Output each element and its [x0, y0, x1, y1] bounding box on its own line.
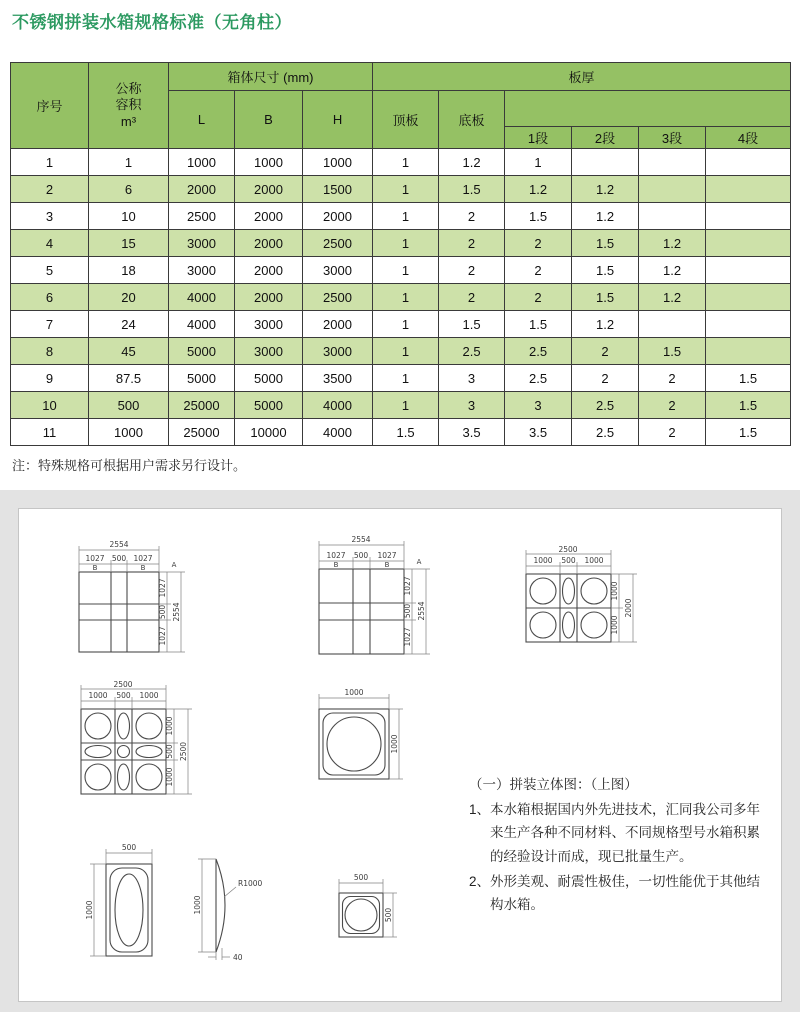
header-dimensions: 箱体尺寸 (mm) [169, 63, 373, 91]
dim-label: 500 [353, 551, 369, 560]
header-volume-unit: m³ [120, 113, 137, 129]
table-cell: 25000 [169, 419, 235, 446]
table-cell: 1.2 [572, 176, 639, 203]
table-cell: 1 [373, 203, 439, 230]
table-cell: 2.5 [505, 365, 572, 392]
table-cell [572, 149, 639, 176]
figure-description [469, 771, 765, 916]
profile-outline [216, 859, 225, 952]
table-cell: 1.2 [439, 149, 505, 176]
table-cell: 2500 [303, 284, 373, 311]
table-cell: 1.5 [639, 338, 706, 365]
table-cell: 2 [505, 230, 572, 257]
diagram-profile-r1000 [184, 844, 279, 964]
spec-table [10, 62, 791, 446]
table-cell [706, 176, 791, 203]
table-cell: 3.5 [505, 419, 572, 446]
table-cell: 5000 [235, 392, 303, 419]
table-cell: 2.5 [572, 419, 639, 446]
table-cell: 1.5 [505, 311, 572, 338]
figure-box [18, 508, 782, 1002]
table-cell: 3000 [169, 257, 235, 284]
header-b: B [235, 91, 303, 149]
diagram-grid-2500x2500 [69, 679, 219, 829]
dim-label: 1000 [344, 688, 364, 697]
table-note: 注：特殊规格可根据用户需求另行设计。 [12, 458, 247, 473]
diagram-plan-view-2 [294, 527, 454, 675]
mark-b: B [384, 561, 390, 569]
page-title: 不锈钢拼装水箱规格标准（无角柱） [12, 13, 292, 32]
table-cell: 2 [439, 257, 505, 284]
dim-label: 500 [116, 691, 131, 700]
dim-label: 1000 [139, 691, 159, 700]
header-section-4: 4段 [706, 127, 791, 149]
table-cell: 5000 [169, 365, 235, 392]
table-cell: 2 [639, 392, 706, 419]
dim-label: 1000 [165, 716, 174, 736]
table-cell: 1 [373, 365, 439, 392]
dim-label: 1000 [165, 767, 174, 787]
table-cell: 1.2 [639, 284, 706, 311]
panel-outline [106, 864, 152, 956]
table-cell: 3 [505, 392, 572, 419]
table-cell: 9 [11, 365, 89, 392]
dim-label: 1027 [403, 627, 412, 647]
mark-b: B [333, 561, 339, 569]
figure-note-2 [469, 870, 765, 916]
figure-note-1-label: 1、 [469, 802, 491, 818]
table-cell: 1.5 [572, 257, 639, 284]
table-cell: 4000 [169, 284, 235, 311]
table-cell: 1.5 [706, 365, 791, 392]
table-cell: 87.5 [89, 365, 169, 392]
table-cell: 2.5 [572, 392, 639, 419]
dim-label: 1027 [158, 626, 167, 646]
header-thickness: 板厚 [373, 63, 791, 91]
header-no: 序号 [11, 63, 89, 149]
table-cell: 3000 [169, 230, 235, 257]
dim-label: 2000 [624, 598, 633, 618]
table-cell: 1.5 [706, 419, 791, 446]
table-row [11, 230, 791, 257]
table-cell: 2 [11, 176, 89, 203]
table-cell [706, 257, 791, 284]
table-cell: 7 [11, 311, 89, 338]
dim-label: 500 [403, 603, 412, 619]
dim-label: 1000 [88, 691, 108, 700]
table-cell: 1.5 [373, 419, 439, 446]
table-cell: 6 [89, 176, 169, 203]
table-row [11, 311, 791, 338]
figure-note-2-label: 2、 [469, 873, 491, 889]
table-cell: 2000 [235, 176, 303, 203]
header-h: H [303, 91, 373, 149]
table-cell: 2500 [169, 203, 235, 230]
tank-plan-outline [79, 572, 159, 652]
table-cell: 1 [11, 149, 89, 176]
table-row [11, 284, 791, 311]
table-cell: 1 [373, 230, 439, 257]
dim-label: 500 [384, 907, 393, 923]
table-cell: 2000 [235, 257, 303, 284]
diagram-panel-500x1000 [74, 839, 184, 964]
header-bottom-plate: 底板 [439, 91, 505, 149]
table-cell: 4 [11, 230, 89, 257]
dim-label: 1000 [610, 615, 619, 635]
table-cell: 3.5 [439, 419, 505, 446]
dim-label: 500 [561, 556, 576, 565]
dim-label: 500 [158, 604, 167, 620]
table-row [11, 338, 791, 365]
table-cell [706, 230, 791, 257]
table-cell: 20 [89, 284, 169, 311]
table-cell [639, 203, 706, 230]
table-cell: 1 [373, 311, 439, 338]
header-volume-line2: 容积 [115, 97, 142, 113]
table-cell: 10000 [235, 419, 303, 446]
table-row [11, 365, 791, 392]
table-cell: 1.5 [572, 230, 639, 257]
figure-note-1 [469, 798, 765, 868]
table-cell: 1.5 [572, 284, 639, 311]
dim-label: 1027 [377, 551, 397, 560]
table-cell: 1 [373, 392, 439, 419]
table-cell: 4000 [303, 392, 373, 419]
header-volume-line1: 公称 [115, 81, 142, 97]
table-cell: 10 [11, 392, 89, 419]
header-top-plate: 顶板 [373, 91, 439, 149]
table-cell: 2000 [169, 176, 235, 203]
table-cell: 2000 [303, 311, 373, 338]
table-cell [706, 149, 791, 176]
figure-section [0, 490, 800, 1012]
table-cell: 2 [505, 284, 572, 311]
table-cell: 4000 [303, 419, 373, 446]
table-cell: 1.2 [572, 311, 639, 338]
table-cell: 25000 [169, 392, 235, 419]
table-cell: 3000 [235, 311, 303, 338]
table-cell: 2 [639, 419, 706, 446]
figure-caption [469, 773, 765, 796]
table-cell: 1.5 [439, 176, 505, 203]
dim-label: 1000 [85, 900, 94, 920]
header-l: L [169, 91, 235, 149]
dim-label: 1027 [326, 551, 346, 560]
table-cell: 2 [572, 338, 639, 365]
table-row [11, 176, 791, 203]
table-cell: 8 [11, 338, 89, 365]
dim-label: 1027 [158, 578, 167, 598]
table-cell: 1.2 [572, 203, 639, 230]
table-cell: 3500 [303, 365, 373, 392]
table-cell: 5 [11, 257, 89, 284]
tank-panel-outline [81, 709, 166, 794]
table-row [11, 392, 791, 419]
table-cell: 1000 [89, 419, 169, 446]
table-cell: 1.5 [505, 203, 572, 230]
mark-a: A [171, 561, 177, 569]
dim-label: 500 [353, 873, 369, 882]
table-cell [706, 311, 791, 338]
spec-table-body [11, 149, 791, 446]
dim-label: 2500 [179, 741, 188, 762]
table-cell: 1 [505, 149, 572, 176]
table-cell: 5000 [235, 365, 303, 392]
table-cell: 2 [505, 257, 572, 284]
table-row [11, 257, 791, 284]
table-cell [639, 149, 706, 176]
header-section-3: 3段 [639, 127, 706, 149]
tank-plan-outline [319, 569, 404, 654]
tank-panel-outline [526, 574, 611, 642]
table-cell: 3 [439, 392, 505, 419]
dim-label: R1000 [238, 879, 263, 888]
dim-label: 40 [233, 953, 243, 962]
mark-b: B [140, 564, 146, 572]
table-cell: 1.5 [439, 311, 505, 338]
table-cell: 1 [373, 284, 439, 311]
dim-label: 1000 [390, 734, 399, 754]
table-cell: 1000 [169, 149, 235, 176]
table-cell: 1000 [303, 149, 373, 176]
table-cell: 500 [89, 392, 169, 419]
table-cell: 2.5 [439, 338, 505, 365]
dim-label: 2554 [109, 540, 129, 549]
panel-outline [319, 709, 389, 779]
table-cell: 1.2 [639, 230, 706, 257]
table-cell [706, 284, 791, 311]
table-cell: 1000 [235, 149, 303, 176]
table-cell: 3000 [235, 338, 303, 365]
table-cell: 4000 [169, 311, 235, 338]
table-cell: 3000 [303, 257, 373, 284]
dim-label: 500 [121, 843, 137, 852]
figure-caption-label: （一） [469, 777, 510, 792]
mark-b: B [92, 564, 98, 572]
table-cell: 1.5 [706, 392, 791, 419]
table-cell: 1 [373, 149, 439, 176]
table-cell: 6 [11, 284, 89, 311]
header-sections-spacer [505, 91, 791, 127]
table-cell: 11 [11, 419, 89, 446]
diagram-grid-2500x2000 [514, 544, 659, 654]
dim-label: 1000 [610, 581, 619, 601]
figure-note-1-text: 本水箱根据国内外先进技术，汇同我公司多年来生产各种不同材料、不同规格型号水箱积累的经验设计而成，现已批量生产。 [490, 802, 761, 864]
table-cell [706, 203, 791, 230]
header-section-1: 1段 [505, 127, 572, 149]
table-cell: 1 [373, 257, 439, 284]
table-cell: 2000 [303, 203, 373, 230]
table-cell: 1 [89, 149, 169, 176]
table-row [11, 203, 791, 230]
table-cell: 2 [439, 203, 505, 230]
table-cell: 2000 [235, 203, 303, 230]
dim-label: 2554 [417, 601, 426, 621]
table-cell: 2 [639, 365, 706, 392]
table-cell: 15 [89, 230, 169, 257]
table-cell: 2 [439, 230, 505, 257]
table-cell: 2 [439, 284, 505, 311]
diagram-panel-500 [319, 869, 419, 959]
table-cell: 1500 [303, 176, 373, 203]
mark-a: A [416, 558, 422, 566]
table-cell: 2500 [303, 230, 373, 257]
table-cell [639, 176, 706, 203]
table-cell: 45 [89, 338, 169, 365]
table-cell: 2000 [235, 284, 303, 311]
header-volume [89, 63, 169, 149]
figure-caption-text: 拼装立体图：（上图） [509, 777, 638, 792]
table-cell: 1 [373, 338, 439, 365]
dim-label: 1027 [85, 554, 105, 563]
table-cell [706, 338, 791, 365]
table-cell: 1.2 [639, 257, 706, 284]
table-cell: 2.5 [505, 338, 572, 365]
dim-label: 1000 [193, 895, 202, 915]
table-cell: 18 [89, 257, 169, 284]
table-row [11, 149, 791, 176]
table-cell: 1 [373, 176, 439, 203]
table-cell: 10 [89, 203, 169, 230]
panel-outline [339, 893, 383, 937]
table-cell: 3000 [303, 338, 373, 365]
table-cell [639, 311, 706, 338]
dim-label: 1000 [584, 556, 604, 565]
diagram-plan-view-1 [54, 534, 204, 674]
dim-label: 1027 [403, 576, 412, 596]
table-row [11, 419, 791, 446]
table-cell: 2 [572, 365, 639, 392]
dim-label: 2500 [113, 680, 133, 689]
dim-label: 500 [165, 744, 174, 759]
dim-label: 1027 [133, 554, 153, 563]
dim-label: 2500 [558, 545, 578, 554]
dim-label: 500 [111, 554, 127, 563]
table-cell: 3 [11, 203, 89, 230]
dim-label: 1000 [533, 556, 553, 565]
table-cell: 24 [89, 311, 169, 338]
table-cell: 5000 [169, 338, 235, 365]
header-section-2: 2段 [572, 127, 639, 149]
dimension-lines [198, 859, 236, 960]
dim-label: 2554 [172, 602, 181, 622]
table-cell: 1.2 [505, 176, 572, 203]
diagram-panel-1000 [304, 684, 434, 794]
dim-label: 2554 [351, 535, 371, 544]
table-cell: 3 [439, 365, 505, 392]
table-cell: 2000 [235, 230, 303, 257]
figure-note-2-text: 外形美观、耐震性极佳，一切性能优于其他结构水箱。 [490, 873, 761, 913]
